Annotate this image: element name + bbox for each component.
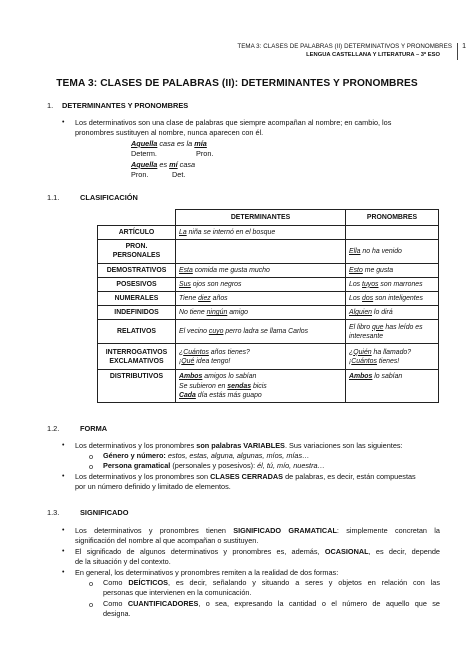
cell-text: no ha venido	[360, 247, 402, 255]
row-label: PRON. PERSONALES	[98, 240, 176, 263]
pro-cell	[346, 277, 439, 291]
bold-text: son palabras VARIABLES	[196, 441, 285, 450]
text: El significado de algunos determinativos y pronombres es, además,	[75, 547, 325, 556]
key-word: La	[179, 229, 187, 236]
cell-text: ¿	[179, 348, 184, 356]
text: de palabras, es decir, están compuestas	[283, 472, 416, 481]
table-row	[98, 263, 439, 277]
cell-text: lo dirá	[372, 309, 393, 317]
det-cell	[176, 263, 346, 277]
text: Como	[103, 578, 129, 587]
row-label: POSESIVOS	[98, 277, 176, 291]
section-heading: FORMA	[80, 424, 108, 433]
paragraph-line: de la situación y del contexto.	[75, 557, 171, 566]
det-cell	[176, 277, 346, 291]
page-title: TEMA 3: CLASES DE PALABRAS (II): DETERMINANTES Y PRONOMBRES	[56, 78, 418, 89]
cell-text: Se subieron en	[179, 382, 228, 390]
paragraph-line: significación del nombre al que acompañan o sustituyen.	[75, 536, 259, 545]
key-word: que	[371, 323, 384, 331]
text: , es decir, señalando y situando a seres y objetos en relación con las	[168, 578, 440, 587]
column-header-determinantes: DETERMINANTES	[176, 210, 346, 226]
row-label: ARTÍCULO	[98, 226, 176, 240]
paragraph-line	[75, 526, 440, 536]
paragraph-line: designa.	[103, 609, 131, 618]
pro-cell	[346, 306, 439, 320]
key-word: tuyos	[362, 280, 379, 288]
key-word: Esto	[349, 266, 363, 274]
row-label: DISTRIBUTIVOS	[98, 370, 176, 403]
example-text: casa es la	[157, 139, 195, 148]
key-word: Ella	[349, 247, 361, 255]
text: , es decir, depende	[368, 547, 440, 556]
header-divider	[457, 43, 458, 60]
key-word: cuyo	[208, 328, 224, 336]
sub-bullet: o	[89, 579, 94, 588]
bullet: •	[62, 569, 65, 576]
key-word: Sus	[179, 280, 191, 288]
section-number: 1.2.	[47, 424, 60, 433]
key-word: Cuántos	[183, 348, 209, 356]
cell-line	[179, 391, 342, 400]
bold-text: OCASIONAL	[324, 547, 369, 556]
cell-text: ¿	[349, 348, 354, 356]
row-label-line: EXCLAMATIVOS	[109, 357, 164, 365]
pro-cell	[346, 370, 439, 403]
table-row	[98, 320, 439, 344]
det-cell	[176, 320, 346, 344]
section-heading: SIGNIFICADO	[80, 508, 129, 517]
bold-text: Género y número:	[103, 451, 166, 460]
key-word: Cuántos	[351, 357, 377, 365]
cell-text: lo sabían	[372, 373, 403, 381]
key-word: dos	[362, 295, 374, 303]
cell-line	[179, 372, 342, 381]
bullet: •	[62, 548, 65, 555]
key-word: ningún	[206, 309, 228, 317]
paragraph-line: Los determinativos son una clase de palabras que siempre acompañan al nombre; en cambio, los	[75, 118, 392, 127]
cell-line	[179, 382, 342, 391]
det-cell	[176, 226, 346, 240]
sub-bullet: o	[89, 462, 94, 471]
row-label	[98, 344, 176, 370]
table-row	[98, 370, 439, 403]
cell-text: años tienes?	[208, 348, 250, 356]
key-word: sendas	[227, 382, 252, 390]
example-word: mí	[169, 160, 178, 169]
example-word: Aquella	[131, 139, 158, 148]
classification-table	[97, 209, 439, 403]
sub-bullet: o	[89, 452, 94, 461]
cell-text: amigos lo sabían	[202, 373, 257, 381]
example-label: Pron.	[131, 170, 149, 179]
cell-text: El libro	[349, 323, 372, 331]
table-row	[98, 226, 439, 240]
paragraph-line	[103, 451, 309, 461]
paragraph-line: por un número definido y limitado de elementos.	[75, 482, 231, 491]
section-number: 1.3.	[47, 508, 60, 517]
cell-text: Los	[349, 280, 363, 288]
bold-text: SIGNIFICADO GRAMATICAL	[233, 526, 337, 535]
paragraph-line: personas que intervienen en la comunicación.	[103, 588, 252, 597]
det-cell	[176, 370, 346, 403]
cell-text: me gusta	[362, 266, 394, 274]
text: Los determinativos y pronombres tienen	[75, 526, 234, 535]
pro-cell	[346, 344, 439, 370]
paragraph-line	[75, 441, 403, 451]
paragraph-line	[75, 547, 440, 557]
key-word: Ambos	[179, 373, 203, 381]
text: Los determinativos y los pronombres son	[75, 472, 211, 481]
cell-line	[179, 357, 342, 366]
table-row	[98, 344, 439, 370]
paragraph-line: pronombres sustituyen al nombre, nunca aparecen con él.	[75, 128, 264, 137]
section-number: 1.	[47, 101, 54, 110]
key-word: Cada	[179, 391, 196, 399]
cell-text: El vecino	[179, 328, 209, 336]
table-corner	[98, 210, 176, 226]
row-label: NUMERALES	[98, 292, 176, 306]
text: estos, estas, alguna, algunas, míos, mías…	[165, 451, 310, 460]
key-word: Alguien	[349, 309, 372, 317]
text: Como	[103, 599, 128, 608]
row-label: INDEFINIDOS	[98, 306, 176, 320]
bullet: •	[62, 442, 65, 449]
cell-text: son inteligentes	[373, 295, 423, 303]
bullet: •	[62, 473, 65, 480]
example-sentence	[131, 160, 195, 170]
text: , o sea, expresando la cantidad o el número de aquello que se	[198, 599, 440, 608]
pro-cell	[346, 226, 439, 240]
table-row	[98, 240, 439, 263]
cell-line	[179, 348, 342, 357]
paragraph-line	[103, 461, 325, 471]
table-row	[98, 306, 439, 320]
paragraph-line	[103, 599, 440, 609]
cell-text: Los	[349, 295, 363, 303]
cell-text: ¡	[349, 357, 352, 365]
cell-text: niña se internó en el bosque	[186, 229, 276, 236]
key-word: Qué	[181, 357, 195, 365]
paragraph-line: En general, los determinativos y pronombres remiten a la realidad de dos formas:	[75, 568, 339, 577]
cell-line	[349, 348, 435, 357]
det-cell	[176, 240, 346, 263]
page-number: 1	[462, 43, 466, 50]
bold-text: CLASES CERRADAS	[210, 472, 284, 481]
sub-bullet: o	[89, 600, 94, 609]
cell-text: son marrones	[378, 280, 423, 288]
key-word: diez	[198, 295, 211, 303]
example-label: Det.	[172, 170, 186, 179]
row-label: DEMOSTRATIVOS	[98, 263, 176, 277]
text: Los determinativos y los pronombres	[75, 441, 197, 450]
example-label: Pron.	[196, 149, 214, 158]
cell-text: Tiene	[179, 295, 199, 303]
header-topic: TEMA 3: CLASES DE PALABRAS (II) DETERMINATIVOS Y PRONOMBRES	[237, 43, 452, 50]
cell-line	[349, 357, 435, 366]
section-number: 1.1.	[47, 193, 60, 202]
key-word: Quién	[353, 348, 372, 356]
cell-text: bicis	[251, 382, 267, 390]
text: él, tú, mío, nuestra…	[257, 461, 325, 470]
pro-cell	[346, 320, 439, 344]
paragraph-line	[103, 578, 440, 588]
bold-text: Persona gramatical	[103, 461, 171, 470]
example-word: mía	[194, 139, 207, 148]
cell-text: ¡	[179, 357, 182, 365]
section-heading: DETERMINANTES Y PRONOMBRES	[62, 101, 189, 110]
example-word: Aquella	[131, 160, 158, 169]
det-cell	[176, 306, 346, 320]
cell-text: ojos son negros	[190, 280, 242, 288]
det-cell	[176, 344, 346, 370]
example-sentence	[131, 139, 207, 149]
row-label: RELATIVOS	[98, 320, 176, 344]
text: . Sus variaciones son las siguientes:	[284, 441, 403, 450]
pro-cell	[346, 240, 439, 263]
cell-text: has leído es interesante	[349, 323, 423, 340]
paragraph-line	[75, 472, 416, 482]
page-header	[237, 42, 466, 60]
cell-text: día estás más guapo	[195, 391, 262, 399]
text: (personales y posesivos):	[170, 461, 258, 470]
column-header-pronombres: PRONOMBRES	[346, 210, 439, 226]
table-row	[98, 277, 439, 291]
det-cell	[176, 292, 346, 306]
cell-text: años	[210, 295, 228, 303]
cell-text: idea tengo!	[194, 357, 231, 365]
bullet: •	[62, 527, 65, 534]
bold-text: DEÍCTICOS	[128, 578, 169, 587]
cell-text: No tiene	[179, 309, 207, 317]
row-label-line: INTERROGATIVOS	[105, 348, 168, 356]
cell-text: comida me gusta mucho	[192, 266, 270, 274]
pro-cell	[346, 292, 439, 306]
cell-text: perro ladra se llama Carlos	[223, 328, 309, 336]
key-word: Ambos	[349, 373, 373, 381]
cell-text: amigo	[227, 309, 248, 317]
pro-cell	[346, 263, 439, 277]
section-heading: CLASIFICACIÓN	[80, 193, 138, 202]
cell-text: ha llamado?	[371, 348, 412, 356]
cell-text: tienes!	[376, 357, 400, 365]
example-text: es	[157, 160, 170, 169]
header-course: LENGUA CASTELLANA Y LITERATURA – 3º ESO	[306, 52, 440, 58]
key-word: Esta	[179, 266, 193, 274]
text: : simplemente concretan la	[336, 526, 440, 535]
example-text: casa	[177, 160, 196, 169]
bullet: •	[62, 119, 65, 126]
example-label: Determ.	[131, 149, 157, 158]
bold-text: CUANTIFICADORES	[127, 599, 199, 608]
table-row	[98, 292, 439, 306]
